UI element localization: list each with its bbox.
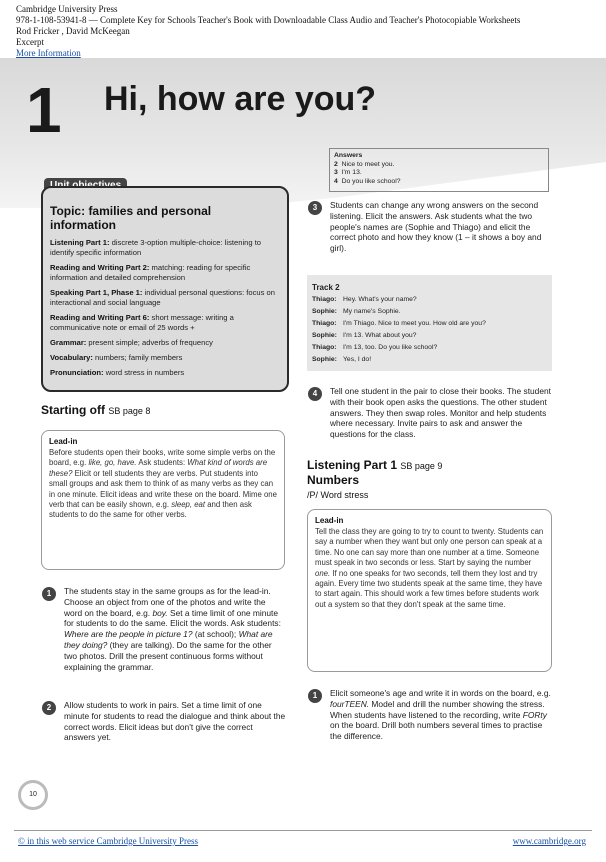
document-header xyxy=(16,4,520,59)
listening-step-1: 1 Elicit someone's age and write it in words on the board, e.g. fourTEEN. Model and drill the number showing the stress. When students have listened to the recording, write FORty on the board. Drill both numbers several times to practise the difference. xyxy=(330,688,552,742)
transcript-line: Thiago: Hey. What's your name? xyxy=(312,296,417,303)
authors: Rod Fricker , David McKeegan xyxy=(16,26,130,36)
unit-objectives-box xyxy=(41,186,289,392)
starting-off-step-2: 2 Allow students to work in pairs. Set a time limit of one minute for students to read the dialogue and think about the correct words. Elicit ideas but don't give the correct answers yet. xyxy=(64,700,286,743)
step-number-badge: 4 xyxy=(308,387,322,401)
unit-number: 1 xyxy=(26,74,62,146)
starting-off-heading: Starting off SB page 8 xyxy=(41,403,151,417)
cambridge-website-link[interactable]: www.cambridge.org xyxy=(512,836,586,846)
transcript-line: Thiago: I'm 13, too. Do you like school? xyxy=(312,344,438,351)
copyright-link[interactable]: © in this web service Cambridge University Press xyxy=(18,836,199,846)
leadin-heading: Lead-in xyxy=(315,516,344,525)
leadin-text: Before students open their books, write some simple verbs on the board, e.g. like, go, have. Ask students: What kind of words are these? Elicit or tell students they are verbs. Put students into small groups and ask them to think of as many verbs as they can in one minute. Elicit ideas and write these on the board. Mime one verb that can be easily shown, e.g. sleep, eat and then ask students to do the same for other verbs. xyxy=(49,448,277,520)
pronunciation-subheading: /P/ Word stress xyxy=(307,490,369,500)
step-number-badge: 3 xyxy=(308,201,322,215)
transcript-line: Sophie: My name's Sophie. xyxy=(312,308,401,315)
listening-leadin-box xyxy=(307,509,552,672)
more-information-link[interactable]: More Information xyxy=(16,48,81,58)
book-citation: 978-1-108-53941-8 — Complete Key for Schools Teacher's Book with Downloadable Class Audio and Teacher's Photocopiable Worksheets xyxy=(16,15,521,25)
objective-item: Reading and Writing Part 6: short message: writing a communicative note or email of 25 words + xyxy=(50,313,234,332)
leadin-text: Tell the class they are going to try to count to twenty. Students can say a number when they want but only one person can speak at a time. No one can say more than one number at a time. Someone must speak in two seconds or less. Start by saying the number one. If no one speaks for two seconds, tell them they lost and try again. Every time two students speak at the same time, they have to start again. This should work a few times before students work out a system so that they don't speak at the same time. xyxy=(315,527,544,609)
unit-title: Hi, how are you? xyxy=(104,80,377,118)
publisher: Cambridge University Press xyxy=(16,4,118,14)
listening-heading: Listening Part 1 SB page 9 xyxy=(307,458,443,472)
starting-off-step-4: 4 Tell one student in the pair to close their books. The student with their book open asks the questions. The other student answers. They then swap roles. Monitor and help students where necessary. Invite pairs to ask and answer the questions for the class. xyxy=(330,386,552,440)
starting-off-step-1: 1 The students stay in the same groups as for the lead-in. Choose an object from one of the photos and write the word on the board, e.g. boy. Set a time limit of one minute for students to do the same. Elicit the words. Ask students: Where are the people in picture 1? (at school); What are they doing? (they are talking). Do the same for the other two photos. Drill the present continuous forms without explaining the grammar. xyxy=(64,586,286,672)
starting-off-step-3: 3 Students can change any wrong answers on the second listening. Elicit the answers. Ask students what the two people's names are (Sophie and Thiago) and elicit the correct photo and how they know (1 – it shows a boy and girl). xyxy=(330,200,552,254)
step-number-badge: 1 xyxy=(42,587,56,601)
track-2-transcript xyxy=(307,275,552,371)
track-heading: Track 2 xyxy=(312,283,340,292)
numbers-subheading: Numbers xyxy=(307,473,360,487)
objective-item: Listening Part 1: discrete 3-option multiple-choice: listening to identify specific information xyxy=(50,238,262,257)
answer-row: 2 Nice to meet you. xyxy=(334,160,395,168)
objective-item: Reading and Writing Part 2: matching: reading for specific information and detailed comprehension xyxy=(50,263,251,282)
objective-item: Grammar: present simple; adverbs of frequency xyxy=(50,338,213,347)
transcript-line: Thiago: I'm Thiago. Nice to meet you. How old are you? xyxy=(312,320,486,327)
page-number: 10 xyxy=(18,780,48,810)
objective-item: Pronunciation: word stress in numbers xyxy=(50,368,185,377)
answers-heading: Answers xyxy=(334,152,363,159)
answer-row: 4 Do you like school? xyxy=(334,177,401,185)
step-number-badge: 1 xyxy=(308,689,322,703)
objective-item: Speaking Part 1, Phase 1: individual personal questions: focus on interactional and social language xyxy=(50,288,275,307)
transcript-line: Sophie: I'm 13. What about you? xyxy=(312,332,417,339)
transcript-line: Sophie: Yes, I do! xyxy=(312,356,372,363)
objective-item: Vocabulary: numbers; family members xyxy=(50,353,183,362)
answers-box xyxy=(329,148,549,192)
leadin-heading: Lead-in xyxy=(49,437,78,446)
step-number-badge: 2 xyxy=(42,701,56,715)
excerpt-label: Excerpt xyxy=(16,37,44,47)
footer-divider xyxy=(14,830,592,831)
starting-off-leadin-box xyxy=(41,430,285,570)
answer-row: 3 I'm 13. xyxy=(334,169,362,177)
objectives-topic: Topic: families and personal information xyxy=(50,204,212,232)
